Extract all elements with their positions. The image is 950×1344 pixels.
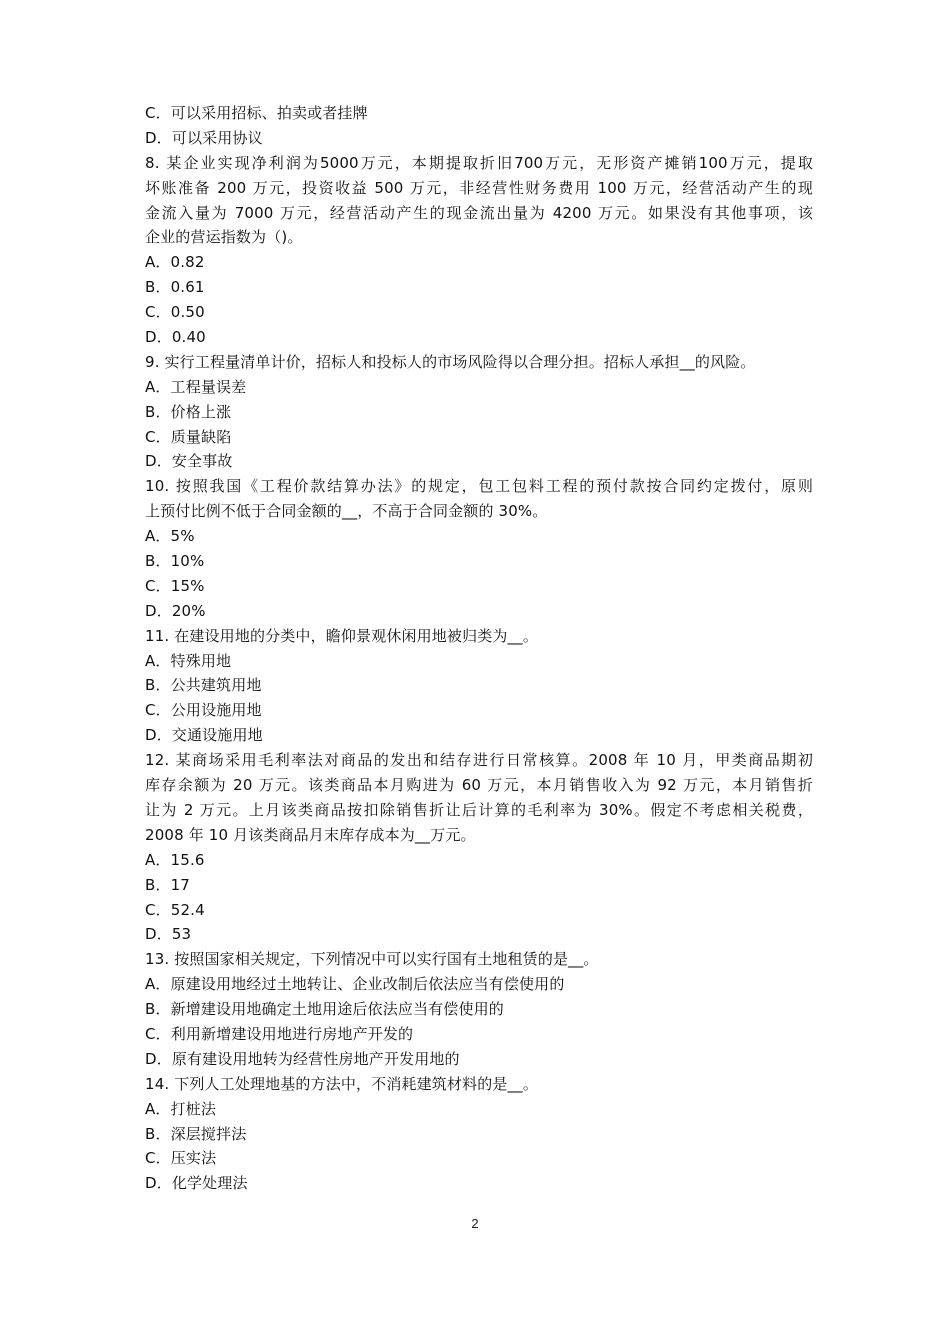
answer-option: B．价格上涨 [145,402,232,421]
answer-option: D．交通设施用地 [145,726,263,745]
answer-option: A．打桩法 [145,1099,217,1118]
question-text-line: 8. 某企业实现净利润为5000万元，本期提取折旧700万元，无形资产摊销100万元，提取 [145,153,813,172]
answer-option: A．0.82 [145,253,205,272]
answer-option: D．原有建设用地转为经营性房地产开发用地的 [145,1049,460,1068]
answer-option: D．53 [145,925,192,944]
answer-option: C．利用新增建设用地进行房地产开发的 [145,1024,414,1043]
question-block [145,624,813,748]
option-line: D．可以采用协议 [145,128,263,147]
question-text-line: 9. 实行工程量清单计价，招标人和投标人的市场风险得以合理分担。招标人承担__的风险。 [145,352,756,371]
question-block [145,151,813,350]
answer-option: A．工程量误差 [145,377,247,396]
answer-option: D．化学处理法 [145,1174,248,1193]
answer-option: C．质量缺陷 [145,427,232,446]
carryover-options [145,101,813,151]
question-text-line: 库存余额为 20 万元。该类商品本月购进为 60 万元，本月销售收入为 92 万元，本月销售折 [145,776,813,795]
question-block [145,748,813,947]
answer-option: B．新增建设用地确定土地用途后依法应当有偿使用的 [145,1000,504,1019]
question-text-line: 12. 某商场采用毛利率法对商品的发出和结存进行日常核算。2008 年 10 月，甲类商品期初 [145,751,813,770]
answer-option: C．52.4 [145,900,205,919]
answer-option: C．15% [145,576,205,595]
answer-option: B．公共建筑用地 [145,676,262,695]
question-text-line: 13. 按照国家相关规定，下列情况中可以实行国有土地租赁的是__。 [145,950,599,969]
question-block [145,474,813,623]
answer-option: B．10% [145,552,205,571]
document-body [145,101,813,1196]
question-block [145,947,813,1071]
question-text-line: 14. 下列人工处理地基的方法中，不消耗建筑材料的是__。 [145,1074,538,1093]
question-text-line: 2008 年 10 月该类商品月末库存成本为__万元。 [145,825,476,844]
answer-option: A．原建设用地经过土地转让、企业改制后依法应当有偿使用的 [145,975,565,994]
answer-option: B．17 [145,875,190,894]
question-text-line: 上预付比例不低于合同金额的__，不高于合同金额的 30%。 [145,502,548,521]
answer-option: A．15.6 [145,850,205,869]
question-text-line: 金流入量为 7000 万元，经营活动产生的现金流出量为 4200 万元。如果没有其他事项，该 [145,203,813,222]
question-text-line: 11. 在建设用地的分类中，瞻仰景观休闲用地被归类为__。 [145,626,538,645]
question-block [145,350,813,474]
answer-option: D．0.40 [145,328,206,347]
answer-option: D．安全事故 [145,452,233,471]
answer-option: A．特殊用地 [145,651,232,670]
answer-option: A．5% [145,527,195,546]
option-line: C．可以采用招标、拍卖或者挂牌 [145,104,368,122]
question-text-line: 10. 按照我国《工程价款结算办法》的规定，包工包料工程的预付款按合同约定拨付，原则 [145,477,813,496]
answer-option: D．20% [145,601,206,620]
page-number: 2 [471,1216,479,1231]
answer-option: C．公用设施用地 [145,701,262,720]
answer-option: C．0.50 [145,303,205,322]
answer-option: B．0.61 [145,278,205,297]
question-text-line: 企业的营运指数为（)。 [145,228,303,247]
question-text-line: 让为 2 万元。上月该类商品按扣除销售折让后计算的毛利率为 30%。假定不考虑相关税费， [145,800,813,819]
question-text-line: 坏账准备 200 万元，投资收益 500 万元，非经营性财务费用 100 万元，经营活动产生的现 [145,178,813,197]
answer-option: B．深层搅拌法 [145,1124,247,1143]
question-block [145,1072,813,1196]
answer-option: C．压实法 [145,1149,217,1168]
